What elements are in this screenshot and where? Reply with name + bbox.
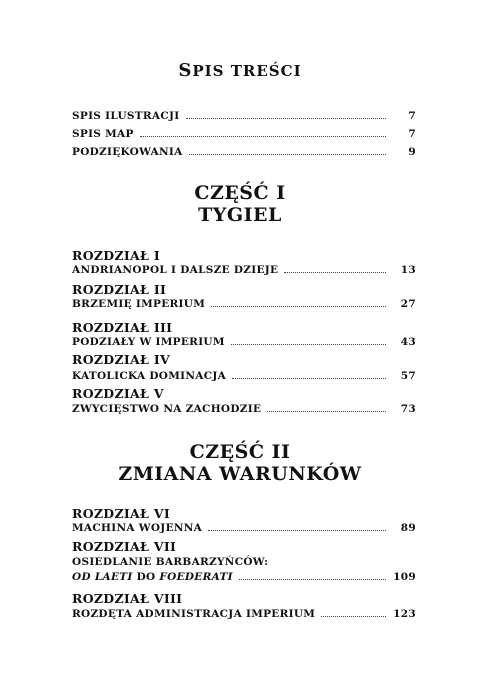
entry-label: KATOLICKA DOMINACJA [72, 370, 227, 382]
chapter-label: ROZDZIAŁ IV [72, 352, 170, 367]
title-initial: S [178, 60, 193, 81]
chapter-label: ROZDZIAŁ VI [72, 506, 170, 521]
entry-page: 7 [408, 128, 416, 140]
toc-entry-acknowledgements[interactable] [72, 146, 416, 160]
leader-dots [211, 306, 386, 307]
title-rest: PIS TREŚCI [192, 62, 302, 80]
toc-entry-chapter-7-line1 [72, 556, 416, 568]
entry-label: ANDRIANOPOL I DALSZE DZIEJE [72, 264, 279, 276]
entry-label: ZWYCIĘSTWO NA ZACHODZIE [72, 403, 262, 415]
entry-page: 123 [393, 608, 416, 620]
entry-page: 57 [400, 370, 416, 382]
laeti-word: LAETI [94, 571, 133, 583]
leader-dots [231, 344, 386, 345]
part-2-heading [0, 441, 480, 485]
chapter-label: ROZDZIAŁ II [72, 282, 167, 297]
entry-page: 9 [408, 146, 416, 158]
page-title [0, 60, 480, 81]
toc-entry-chapter-1[interactable] [72, 264, 416, 276]
toc-entry-chapter-8[interactable] [72, 608, 416, 620]
toc-entry-chapter-3[interactable] [72, 336, 416, 348]
entry-label: PODZIĘKOWANIA [72, 146, 183, 158]
entry-page: 89 [400, 522, 416, 534]
leader-dots [140, 136, 386, 137]
part-title: ZMIANA WARUNKÓW [118, 463, 362, 485]
toc-entry-maps[interactable] [72, 128, 416, 142]
part-number: CZĘŚĆ I [194, 182, 286, 204]
leader-dots [267, 411, 386, 412]
leader-dots [239, 579, 386, 580]
entry-label-line2 [72, 571, 233, 583]
toc-entry-chapter-5[interactable] [72, 403, 416, 415]
part-title: TYGIEL [198, 204, 282, 226]
entry-label: ROZDĘTA ADMINISTRACJA IMPERIUM [72, 608, 316, 620]
chapter-label: ROZDZIAŁ VII [72, 539, 177, 554]
toc-entry-chapter-4[interactable] [72, 370, 416, 382]
leader-dots [186, 118, 386, 119]
foederati-word: FOEDERATI [159, 571, 233, 583]
leader-dots [321, 616, 386, 617]
entry-label: MACHINA WOJENNA [72, 522, 203, 534]
entry-label: BRZEMIĘ IMPERIUM [72, 298, 206, 310]
toc-entry-chapter-2[interactable] [72, 298, 416, 310]
entry-page: 109 [393, 571, 416, 583]
part-1-heading [0, 182, 480, 226]
entry-label: SPIS ILUSTRACJI [72, 110, 180, 122]
leader-dots [208, 530, 386, 531]
entry-page: 73 [400, 403, 416, 415]
entry-label: OSIEDLANIE BARBARZYŃCÓW: [72, 556, 269, 568]
chapter-label: ROZDZIAŁ I [72, 248, 160, 263]
entry-page: 43 [400, 336, 416, 348]
chapter-label: ROZDZIAŁ VIII [72, 591, 183, 606]
do-word: DO [136, 571, 156, 583]
entry-page: 27 [400, 298, 416, 310]
entry-page: 7 [408, 110, 416, 122]
od-word: OD [72, 571, 91, 583]
part-number: CZĘŚĆ II [189, 441, 291, 463]
toc-entry-illustrations[interactable] [72, 110, 416, 124]
entry-label: SPIS MAP [72, 128, 134, 140]
chapter-label: ROZDZIAŁ V [72, 386, 164, 401]
toc-entry-chapter-7[interactable] [72, 571, 416, 583]
leader-dots [284, 272, 386, 273]
entry-label: PODZIAŁY W IMPERIUM [72, 336, 225, 348]
entry-page: 13 [400, 264, 416, 276]
leader-dots [232, 378, 386, 379]
leader-dots [189, 154, 386, 155]
toc-entry-chapter-6[interactable] [72, 522, 416, 534]
chapter-label: ROZDZIAŁ III [72, 320, 173, 335]
